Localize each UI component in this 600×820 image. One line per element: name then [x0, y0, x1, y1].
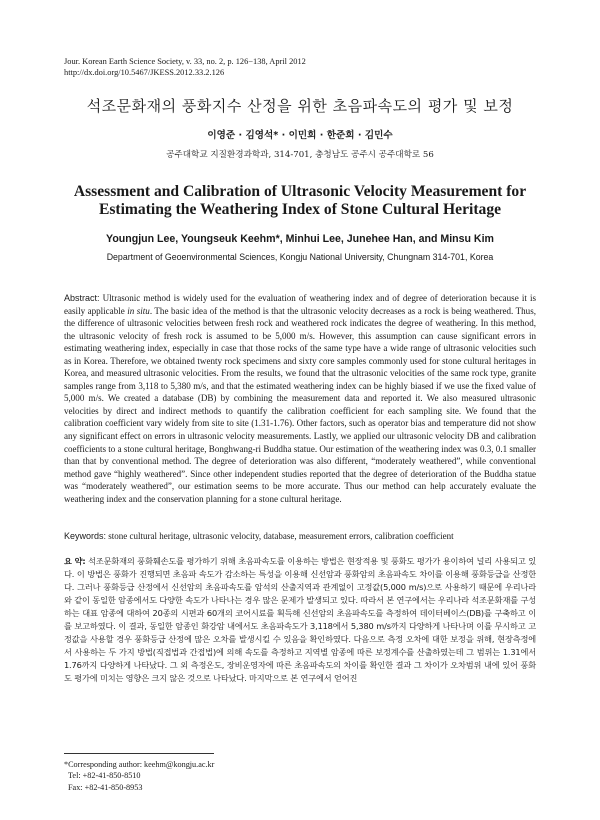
keywords-label: Keywords:	[64, 531, 107, 541]
abstract-italic-term: in situ	[127, 305, 150, 316]
english-authors: Youngjun Lee, Youngseuk Keehm*, Minhui Lee, Junehee Han, and Minsu Kim	[106, 233, 494, 245]
keywords	[64, 530, 536, 542]
korean-abstract-text: 석조문화재의 풍화훼손도를 평가하기 위해 초음파속도를 이용하는 방법은 현장적용 및 풍화도 평가가 용이하여 널리 사용되고 있다. 이 방법은 풍화가 진행되면 초음파 속도가 감소하는 특성을 이용해 신선암과 풍화암의 초음파속도 차이를 이용해 풍화등급을 산정한다. 그러나 풍화등급 산정에서 신선암의 초음파속도를 암석의 산출지역과 관계없이 고정값(5,000 m/s)으로 사용하기 때문에 우리나라와 같이 동일한 암종에서도 다양한 속도가 나타나는 경우 많은 문제가 발생되고 있다. 따라서 본 연구에서는 우리나라 석조문화재를 구성하는 대표 암종에 대하여 20종의 시편과 60개의 코어시료를 획득해 신선암의 초음파속도를 측정하여 데이터베이스(DB)를 구축하고 이를 보고하였다. 이 결과, 동일한 암종인 화강암 내에서도 초음파속도가 3,118에서 5,380 m/s까지 다양하게 나타나며 이를 무시하고 고정값을 사용할 경우 풍화등급 산정에 많은 오차를 발생시킬 수 있음을 확인하였다. 다음으로 측정 오차에 대한 보정을 위해, 현장측정에서 사용하는 두 가지 방법(직접법과 간접법)에 의해 속도를 측정하고 지역별 암종에 따른 보정계수를 산출하였는데 그 범위는 1.31에서 1.76까지 다양하게 나타났다. 그 외 측정온도, 장비운영자에 따른 초음파속도의 차이를 확인한 결과 그 차이가 오차범위 내에 있어 풍화도 평가에 미치는 영향은 크지 않은 것으로 나타났다. 마지막으로 본 연구에서 얻어진	[64, 556, 537, 684]
english-title	[60, 183, 540, 219]
korean-abstract	[64, 555, 536, 685]
author-tel: Tel: +82-41-850-8510	[68, 771, 141, 781]
footnote	[64, 759, 364, 793]
journal-header	[64, 56, 544, 78]
english-title-line2: Estimating the Weathering Index of Stone Cultural Heritage	[98, 201, 502, 218]
abstract-label: Abstract:	[64, 293, 100, 303]
english-affiliation: Department of Geoenvironmental Sciences, Kongju National University, Chungnam 314-701, Korea	[106, 252, 494, 262]
korean-abstract-label: 요 약:	[64, 556, 86, 566]
korean-affiliation: 공주대학교 지질환경과학과, 314-701, 충청남도 공주시 공주대학로 56	[166, 150, 434, 160]
footnote-divider	[64, 753, 214, 754]
keywords-text: stone cultural heritage, ultrasonic velocity, database, measurement errors, calibration coefficient	[106, 531, 454, 541]
abstract-text-part2: . The basic idea of the method is that the ultrasonic velocity decreases as a rock is being weathered. Thus, the difference of ultrasonic velocities between fresh rock and weathered rock indicates the degree of weathering. In this method, the ultrasonic velocity of fresh rock is assumed to be 5,000 m/s. However, this assumption can cause significant errors in estimating weathering index, especially in case that those rocks of the same type have a wide range of ultrasonic velocities such as in Korea. Therefore, we obtained twenty rock specimens and sixty core samples commonly used for stone cultural heritages in Korea, and measured ultrasonic velocities. From the results, we found that the ultrasonic velocities of the same rock type, granite samples range from 3,118 to 5,380 m/s, and that the estimated weathering index can be highly biased if we use the fixed value of 5,000 m/s. We created a database (DB) by combining the measurement data and reported it. We also measured ultrasonic velocities by direct and indirect methods to quantify the calibration coefficient for each sampling site. We found that the calibration coefficient vary widely from site to site (1.31-1.76). Other factors, such as operator bias and temperature did not show any significant effect on errors in ultrasonic velocity measurements. Lastly, we applied our ultrasonic velocity DB and calibration coefficients to a stone cultural heritage, Bonghwang-ri Buddha statue. Our estimation of the weathering index was 0.3, 0.1 smaller than that by conventional method. The degree of deterioration was also different, “moderately weathered”, while conventional method gave “highly weathered”. Since other independent studies reported that the degree of deterioration of the Buddha statue was “moderately weathered”, our estimation seems to be more accurate. Thus our method can help accurately evaluate the weathering index and the conservation planning for a stone cultural heritage.	[64, 305, 536, 504]
doi-link[interactable]: http://dx.doi.org/10.5467/JKESS.2012.33.2.126	[64, 68, 225, 77]
english-title-line1: Assessment and Calibration of Ultrasonic Velocity Measurement for	[73, 183, 527, 200]
abstract-text-part1: Ultrasonic method is widely used for the evaluation of weathering index and of degree of deterioration because it is easily applicable	[64, 293, 536, 316]
english-abstract	[64, 292, 536, 505]
korean-title: 석조문화재의 풍화지수 산정을 위한 초음파속도의 평가 및 보정	[86, 97, 514, 115]
author-fax: Fax: +82-41-850-8953	[68, 782, 143, 792]
corresponding-author: *Corresponding author: keehm@kongju.ac.kr	[64, 760, 215, 769]
korean-authors: 이영준 · 김영석* · 이민희 · 한준희 · 김민수	[207, 130, 393, 141]
journal-citation: Jour. Korean Earth Science Society, v. 33, no. 2, p. 126−138, April 2012	[64, 57, 306, 66]
